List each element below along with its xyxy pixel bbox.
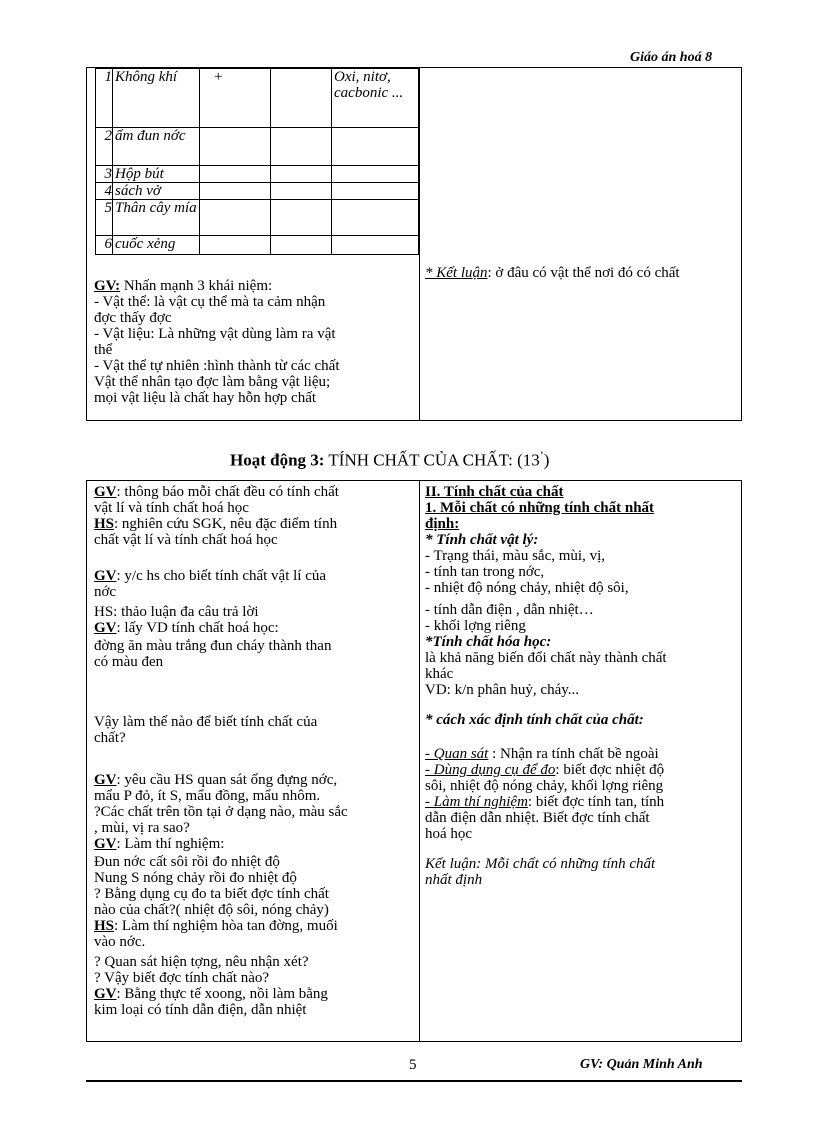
text-line: đờng ăn màu trắng đun cháy thành than: [94, 638, 332, 654]
concept-line: đợc thấy đợc: [94, 310, 172, 326]
method-conclusion-cont: nhất định: [425, 872, 483, 888]
classification-table: [95, 68, 419, 255]
property-line: - tính dẫn điện , dẫn nhiệt…: [425, 602, 594, 618]
activity-superscript: ’: [539, 448, 544, 462]
concept-line: thể: [94, 342, 113, 358]
cell: [200, 200, 271, 236]
gv-label: GV: [94, 620, 117, 636]
physical-properties-title: * Tính chất vật lý:: [425, 532, 539, 548]
concept-line: mọi vật liệu là chất hay hỗn hợp chất: [94, 390, 317, 406]
right-column: [425, 484, 667, 888]
cell: [200, 166, 271, 183]
concept-line: - Vật liệu: Là những vật dùng làm ra vật: [94, 326, 336, 342]
hs-text: : Làm thí nghiệm hòa tan đờng, muối: [114, 918, 338, 934]
section-title: II. Tính chất của chất: [425, 484, 564, 500]
gv-text: : Bằng thực tế xoong, nồi làm bằng: [116, 986, 328, 1002]
conclusion-label: * Kết luận: [425, 265, 488, 281]
row-number: 5: [96, 200, 113, 236]
cell: +: [200, 69, 271, 128]
method-title: * cách xác định tính chất của chất:: [425, 712, 644, 728]
cell: [200, 236, 271, 255]
gv-text: Nhấn mạnh 3 khái niệm:: [120, 278, 273, 294]
property-line: - khối lợng riêng: [425, 618, 526, 634]
text-line: HS: thảo luận đa câu trả lời: [94, 604, 259, 620]
gv-label: GV: [94, 568, 117, 584]
method-label: - Dùng dụng cụ để đo: [425, 762, 556, 778]
item-name: sách vở: [113, 183, 200, 200]
gv-label: GV: [94, 836, 117, 852]
cell: [332, 166, 419, 183]
gv-label: GV:: [94, 278, 121, 294]
text-line: ? Vậy biết đợc tính chất nào?: [94, 970, 270, 986]
cell: [271, 200, 332, 236]
activity-title: TÍNH CHẤT CỦA CHẤT: (13: [324, 450, 540, 470]
item-name: cuốc xẻng: [113, 236, 200, 255]
text-line: là khả năng biến đổi chất này thành chất: [425, 650, 667, 666]
text-line: ? Quan sát hiện tợng, nêu nhận xét?: [94, 954, 309, 970]
gv-text: : lấy VD tính chất hoá học:: [116, 620, 279, 636]
method-conclusion: Kết luận: Mỗi chất có những tính chất: [425, 856, 656, 872]
text-line: chất vật lí và tính chất hoá học: [94, 532, 278, 548]
row-number: 3: [96, 166, 113, 183]
method-text: : biết đợc nhiệt độ: [555, 762, 665, 778]
document-header-title: Giáo án hoá 8: [630, 50, 713, 65]
property-line: - Trạng thái, màu sắc, mùi, vị,: [425, 548, 605, 564]
gv-concepts: [94, 278, 340, 406]
property-line: - nhiệt độ nóng chảy, nhiệt độ sôi,: [425, 580, 629, 596]
text-line: , mùi, vị ra sao?: [94, 820, 190, 836]
item-name: Không khí: [113, 69, 200, 128]
table-row: [96, 128, 419, 166]
method-text: : Nhận ra tính chất bề ngoài: [488, 746, 659, 762]
gv-label: GV: [94, 986, 117, 1002]
conclusion-text: : ở đâu có vật thể nơi đó có chất: [487, 265, 680, 281]
concept-line: Vật thể nhân tạo đợc làm bằng vật liệu;: [94, 374, 331, 390]
text-line: nào của chất?( nhiệt độ sôi, nóng chảy): [94, 902, 329, 918]
gv-label: GV: [94, 484, 117, 500]
footer-divider: [86, 1080, 742, 1082]
text-line: VD: k/n phân huỷ, cháy...: [425, 682, 579, 698]
top-table-divider: [419, 67, 420, 421]
text-line: khác: [425, 666, 454, 682]
cell: [200, 183, 271, 200]
main-table-divider: [419, 480, 420, 1042]
row-number: 6: [96, 236, 113, 255]
row-number: 2: [96, 128, 113, 166]
table-row: [96, 69, 419, 128]
method-text: : biết đợc tính tan, tính: [527, 794, 665, 810]
text-line: dẫn điện dẫn nhiệt. Biết đợc tính chất: [425, 810, 650, 826]
item-name: ấm đun nớc: [113, 128, 200, 166]
method-label: - Quan sát: [425, 746, 489, 762]
cell: [271, 236, 332, 255]
cell: [271, 128, 332, 166]
activity-suffix: ): [543, 450, 550, 470]
concept-line: - Vật thể tự nhiên :hình thành từ các chất: [94, 358, 340, 374]
text-line: vào nớc.: [94, 934, 146, 950]
text-line: ? Bằng dụng cụ đo ta biết đợc tính chất: [94, 886, 329, 902]
cell: [271, 166, 332, 183]
gv-text: : y/c hs cho biết tính chất vật lí của: [116, 568, 327, 584]
hs-label: HS: [94, 516, 115, 532]
footer-author: GV: Quản Minh Anh: [580, 1057, 703, 1072]
text-line: chất?: [94, 730, 126, 746]
text-line: nớc: [94, 584, 117, 600]
item-name: Thân cây mía: [113, 200, 200, 236]
text-line: Vậy làm thế nào để biết tính chất của: [94, 714, 318, 730]
text-line: kim loại có tính dẫn điện, dẫn nhiệt: [94, 1002, 307, 1018]
hs-label: HS: [94, 918, 115, 934]
text-line: mẩu P đỏ, ít S, mẩu đồng, mẩu nhôm.: [94, 788, 321, 804]
page-number: 5: [409, 1057, 417, 1073]
cell: Oxi, nitơ, cacbonic ...: [332, 69, 419, 128]
gv-text: : thông báo mỗi chất đều có tính chất: [116, 484, 339, 500]
cell: [271, 69, 332, 128]
text-line: hoá học: [425, 826, 473, 842]
subsection-title: 1. Mỗi chất có những tính chất nhất: [425, 500, 655, 516]
text-line: sôi, nhiệt độ nóng chảy, khối lợng riêng: [425, 778, 664, 794]
cell: [332, 183, 419, 200]
row-number: 1: [96, 69, 113, 128]
gv-text: : Làm thí nghiệm:: [116, 836, 225, 852]
cell: [332, 236, 419, 255]
text-line: vật lí và tính chất hoá học: [94, 500, 249, 516]
gv-label: GV: [94, 772, 117, 788]
table-row: [96, 183, 419, 200]
gv-text: : yêu cầu HS quan sát ống đựng nớc,: [116, 772, 338, 788]
text-line: có màu đen: [94, 654, 164, 670]
method-label: - Làm thí nghiệm: [425, 794, 528, 810]
subsection-title-cont: định:: [425, 516, 460, 532]
text-line: Nung S nóng chảy rồi đo nhiệt độ: [94, 870, 297, 886]
table-row: [96, 166, 419, 183]
table-row: [96, 236, 419, 255]
text-line: ?Các chất trên tồn tại ở dạng nào, màu sắc: [94, 804, 348, 820]
concept-line: - Vật thể: là vật cụ thể mà ta cảm nhận: [94, 294, 326, 310]
top-conclusion: [425, 265, 680, 281]
item-name: Hộp bút: [113, 166, 200, 183]
left-column: [94, 484, 348, 1018]
chemical-properties-title: *Tính chất hóa học:: [425, 634, 552, 650]
table-row: [96, 200, 419, 236]
hs-text: : nghiên cứu SGK, nêu đặc điểm tính: [114, 516, 338, 532]
cell: [332, 128, 419, 166]
text-line: Đun nớc cất sôi rồi đo nhiệt độ: [94, 854, 280, 870]
activity-heading: [230, 445, 549, 471]
cell: [332, 200, 419, 236]
property-line: - tính tan trong nớc,: [425, 564, 545, 580]
cell: [271, 183, 332, 200]
row-number: 4: [96, 183, 113, 200]
cell: [200, 128, 271, 166]
activity-prefix: Hoạt động 3:: [230, 450, 325, 470]
